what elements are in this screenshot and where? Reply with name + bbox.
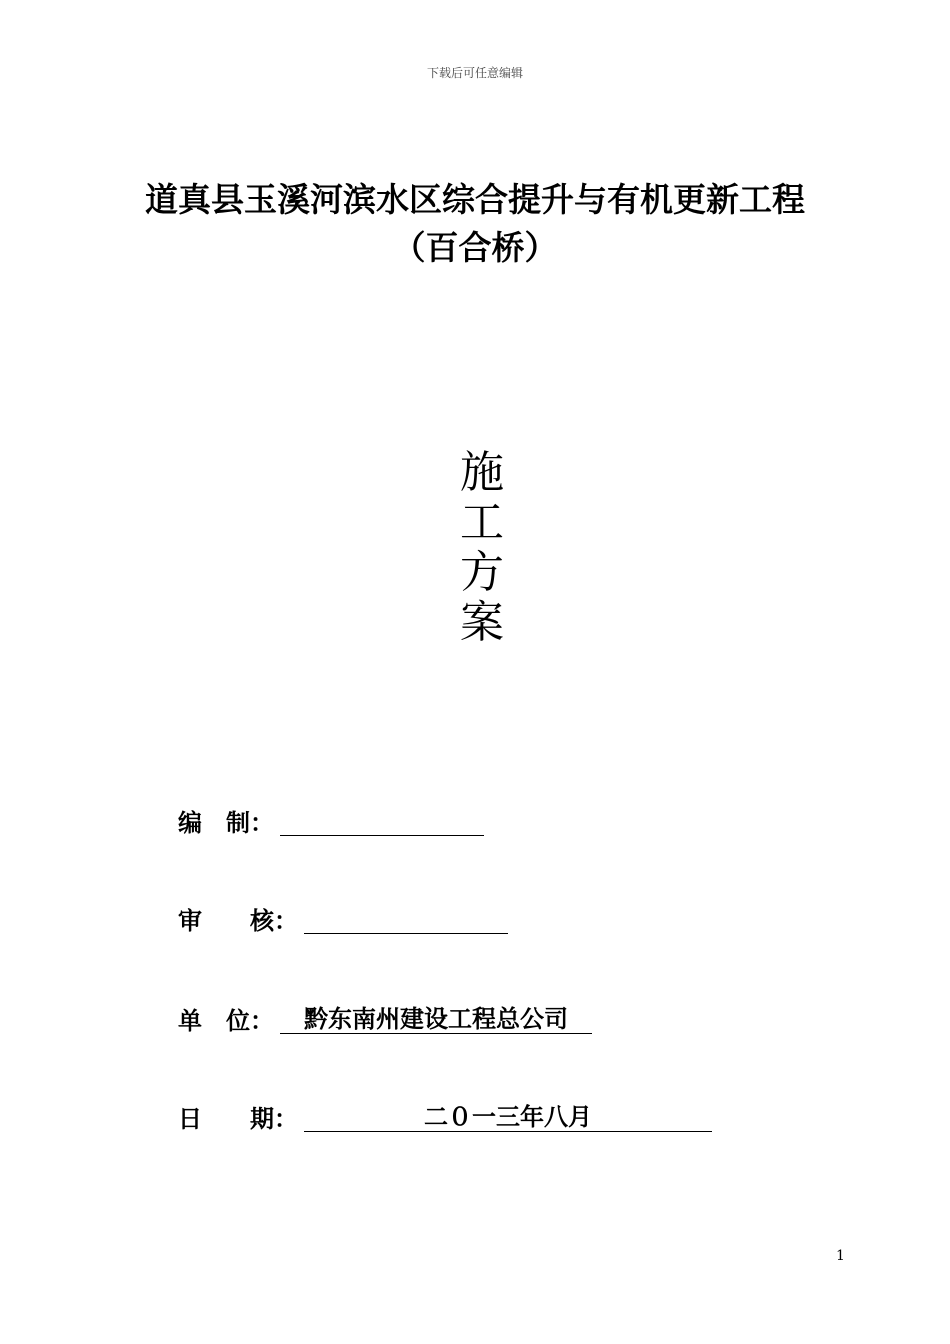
document-title	[0, 176, 950, 272]
reviewer-field	[178, 902, 508, 936]
doc-type-char-4: 案	[460, 597, 504, 648]
page-number: 1	[836, 1248, 845, 1264]
compiler-field	[178, 804, 484, 838]
doc-type-char-2: 工	[460, 497, 504, 548]
title-line-1: 道真县玉溪河滨水区综合提升与有机更新工程	[145, 180, 805, 219]
title-line-2: （百合桥）	[392, 228, 558, 267]
doc-type-char-1: 施	[460, 447, 504, 498]
unit-field	[178, 1002, 592, 1036]
date-value: 二０一三年八月	[304, 1102, 712, 1131]
unit-value: 黔东南州建设工程总公司	[280, 1004, 592, 1033]
header-note: 下载后可任意编辑	[426, 66, 523, 80]
compiler-value	[280, 807, 484, 836]
compiler-label: 编 制：	[178, 808, 274, 837]
reviewer-value	[304, 905, 508, 934]
document-type-vertical	[455, 448, 509, 648]
date-label: 日 期：	[178, 1104, 298, 1133]
date-field	[178, 1100, 712, 1134]
unit-label: 单 位：	[178, 1006, 274, 1035]
reviewer-label: 审 核：	[178, 906, 298, 935]
doc-type-char-3: 方	[460, 547, 504, 598]
